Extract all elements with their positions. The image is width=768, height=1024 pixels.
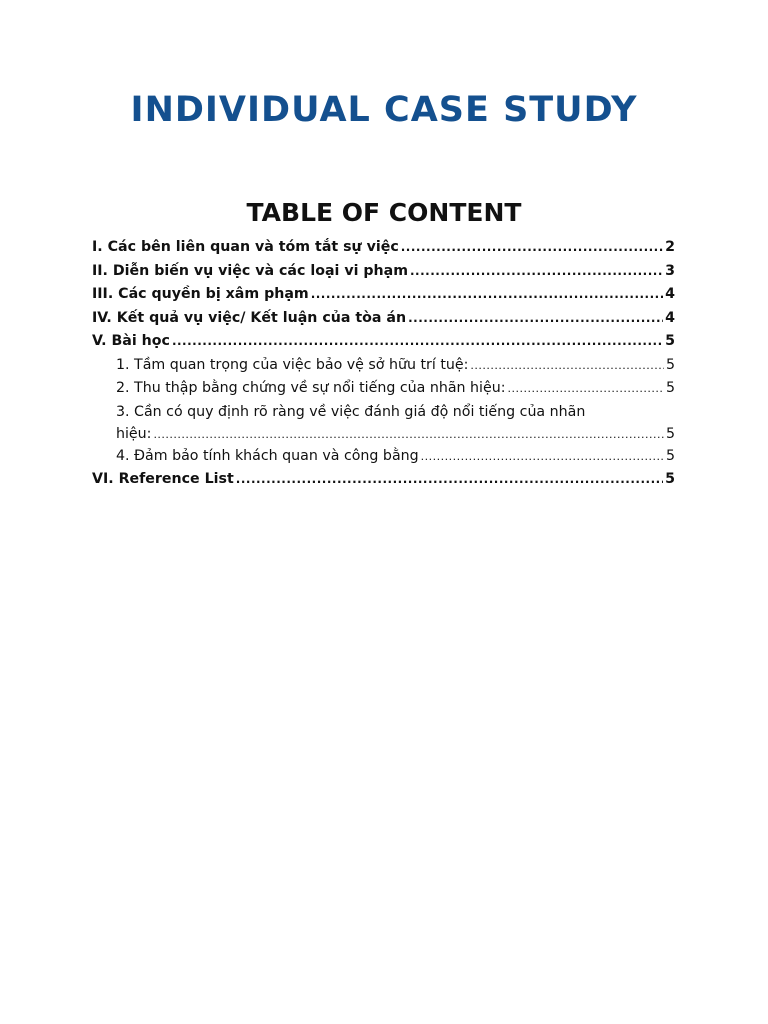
toc-subentry[interactable] [92, 445, 675, 469]
toc-entry[interactable] [92, 468, 675, 492]
toc-dot-leader [153, 424, 664, 446]
toc-entry-label: 4. Đảm bảo tính khách quan và công bằng [116, 447, 419, 464]
toc-entry-label: V. Bài học [92, 333, 170, 349]
toc-dot-leader [507, 377, 663, 401]
toc-page-number: 5 [665, 425, 675, 442]
toc-subentry[interactable] [92, 377, 675, 401]
toc-subentry[interactable] [92, 354, 675, 378]
toc-subentry[interactable] [92, 401, 675, 445]
toc-entry-label: 3. Cần có quy định rõ ràng về việc đánh giá độ nổi tiếng của nhãn [116, 403, 586, 420]
toc-page-number: 5 [665, 380, 675, 396]
toc-dot-leader [408, 307, 663, 331]
toc-entry-label: VI. Reference List [92, 471, 234, 487]
toc-entry-continuation [116, 423, 675, 445]
toc-page-number: 5 [665, 471, 675, 487]
document-title: INDIVIDUAL CASE STUDY [130, 90, 638, 130]
toc-page-number: 2 [665, 239, 675, 255]
toc-page-number: 5 [665, 356, 675, 373]
toc-entry-label: III. Các quyền bị xâm phạm [92, 286, 309, 302]
toc-page-number: 5 [665, 447, 675, 464]
toc-page-number: 3 [665, 262, 675, 279]
toc-entry-label-continued: hiệu: [116, 425, 152, 442]
toc-entry-label: 2. Thu thập bằng chứng về sự nổi tiếng của nhãn hiệu: [116, 380, 506, 396]
toc-entry-label: 1. Tầm quan trọng của việc bảo vệ sở hữu trí tuệ: [116, 356, 469, 373]
toc-entry[interactable] [92, 260, 675, 284]
toc-page-number: 5 [665, 333, 675, 349]
toc-entry-label: I. Các bên liên quan và tóm tắt sự việc [92, 239, 399, 255]
toc-entry-label: IV. Kết quả vụ việc/ Kết luận của tòa án [92, 309, 407, 326]
toc-dot-leader [172, 330, 663, 354]
toc-heading: TABLE OF CONTENT [246, 198, 522, 227]
toc-dot-leader [311, 283, 663, 307]
toc-page-number: 4 [665, 309, 675, 326]
toc-dot-leader [470, 354, 664, 378]
toc-page-number: 4 [665, 286, 675, 302]
toc-entry[interactable] [92, 236, 675, 260]
toc-dot-leader [401, 236, 663, 260]
toc-entry-label: II. Diễn biến vụ việc và các loại vi phạm [92, 262, 408, 279]
toc-entry[interactable] [92, 330, 675, 354]
toc-dot-leader [421, 445, 664, 469]
toc-dot-leader [410, 260, 663, 284]
toc-entry[interactable] [92, 283, 675, 307]
toc-dot-leader [236, 468, 663, 492]
table-of-contents [92, 236, 675, 492]
toc-entry[interactable] [92, 307, 675, 331]
